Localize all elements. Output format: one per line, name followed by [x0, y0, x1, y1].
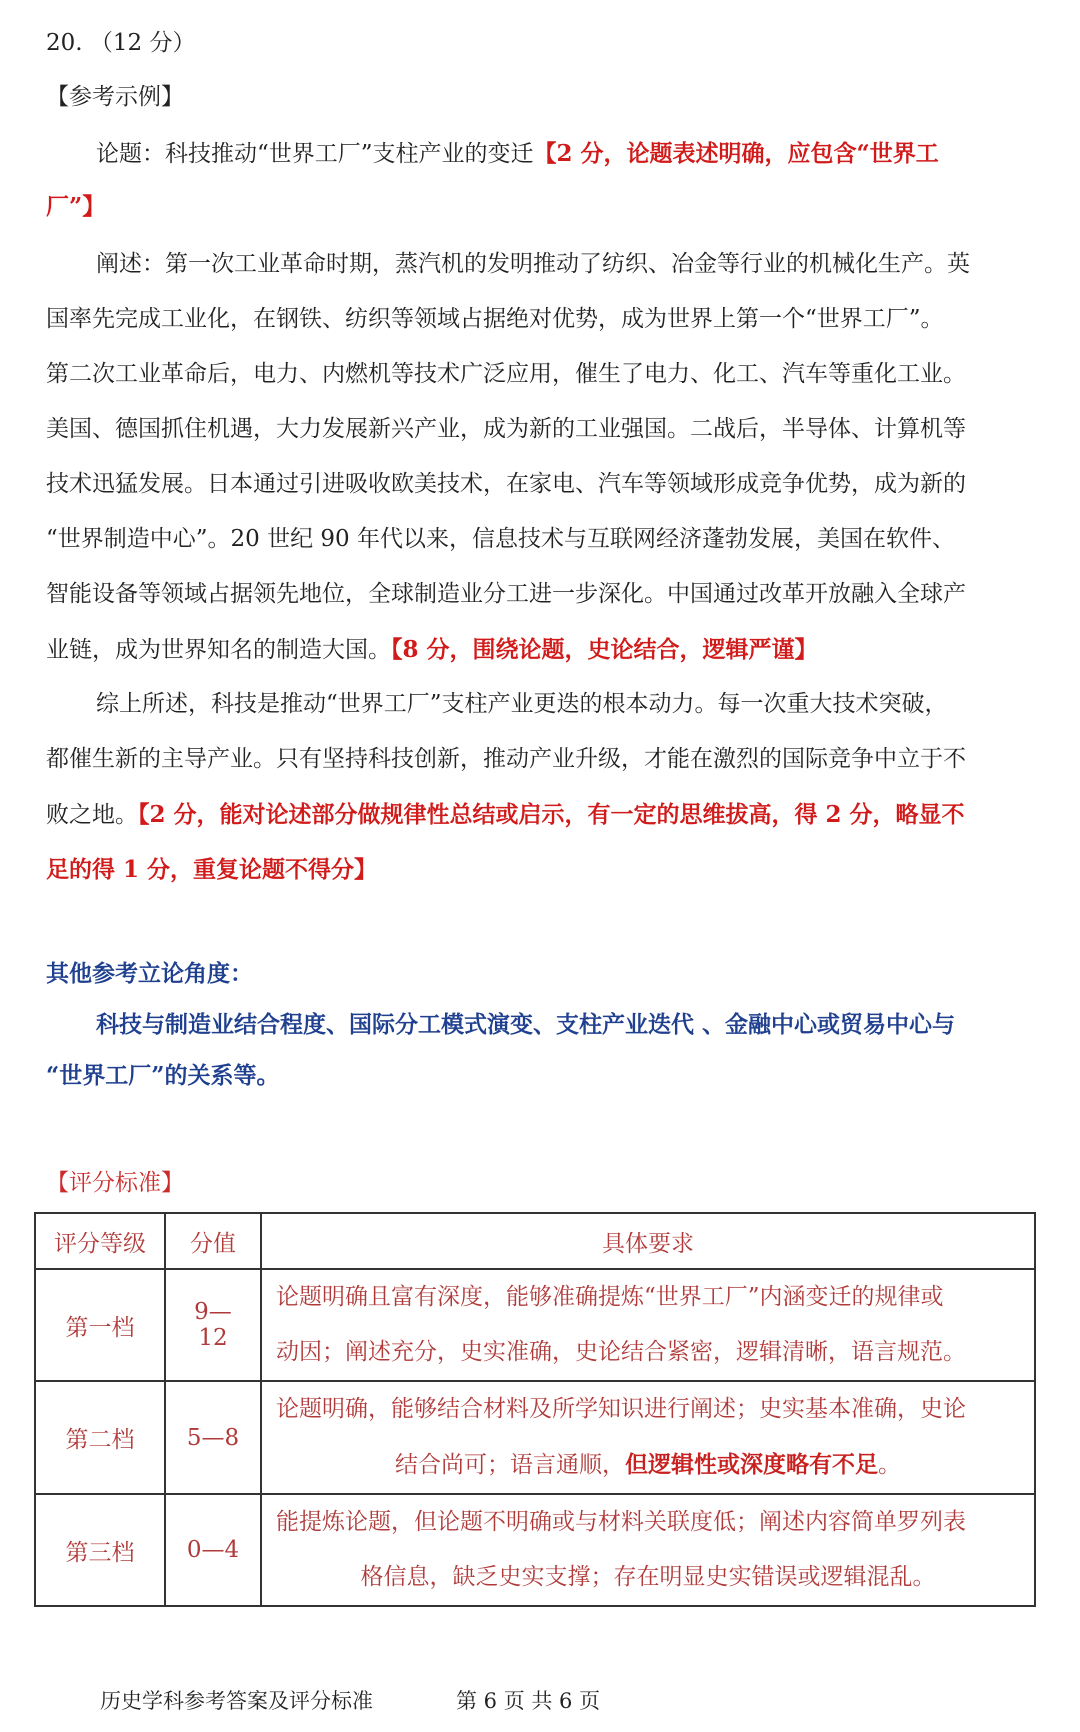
rubric-requirements	[261, 1494, 1035, 1606]
elaboration-line-7: 智能设备等领域占据领先地位，全球制造业分工进一步深化。中国通过改革开放融入全球产	[46, 581, 966, 607]
req-line: 动因；阐述充分，史实准确，史论结合紧密，逻辑清晰，语言规范。	[276, 1339, 966, 1365]
rubric-heading: 【评分标准】	[46, 1170, 184, 1196]
rubric-level: 第二档	[35, 1381, 165, 1494]
rubric-table	[34, 1212, 1036, 1607]
req-line: 论题明确，能够结合材料及所学知识进行阐述；史实基本准确，史论	[276, 1396, 966, 1422]
conclusion-score-note-cont: 足的得 1 分，重复论题不得分】	[46, 856, 378, 883]
rubric-level: 第一档	[35, 1269, 165, 1381]
req-line: 论题明确且富有深度，能够准确提炼“世界工厂”内涵变迁的规律或	[276, 1284, 944, 1310]
rubric-score: 0—4	[165, 1494, 261, 1606]
conclusion-line-3	[46, 801, 965, 830]
elaboration-line-2: 国率先完成工业化，在钢铁、纺织等领域占据绝对优势，成为世界上第一个“世界工厂”。	[46, 306, 944, 332]
elaboration-line-5: 技术迅猛发展。日本通过引进吸收欧美技术，在家电、汽车等领域形成竞争优势，成为新的	[46, 471, 966, 497]
table-row	[35, 1381, 1035, 1494]
conclusion-line-2: 都催生新的主导产业。只有坚持科技创新，推动产业升级，才能在激烈的国际竞争中立于不	[46, 746, 966, 772]
question-header	[46, 30, 195, 58]
other-angles-line-2: “世界工厂”的关系等。	[46, 1062, 280, 1089]
elaboration-line-4: 美国、德国抓住机遇，大力发展新兴产业，成为新的工业强国。二战后，半导体、计算机等	[46, 416, 966, 442]
elaboration-line-8	[46, 636, 818, 665]
elaboration-last-text: 业链，成为世界知名的制造大国。	[46, 637, 391, 663]
rubric-level: 第三档	[35, 1494, 165, 1606]
rubric-requirements	[261, 1269, 1035, 1381]
example-heading: 【参考示例】	[46, 84, 184, 110]
conclusion-score-note: 【2 分，能对论述部分做规律性总结或启示，有一定的思维拔高，得 2 分，略显不	[138, 801, 965, 828]
elaboration-line-3: 第二次工业革命后，电力、内燃机等技术广泛应用，催生了电力、化工、汽车等重化工业。	[46, 361, 966, 387]
col-header-score: 分值	[165, 1213, 261, 1269]
req-line: 格信息，缺乏史实支撑；存在明显史实错误或逻辑混乱。	[360, 1564, 936, 1590]
elaboration-score-note: 【8 分，围绕论题，史论结合，逻辑严谨】	[391, 636, 818, 663]
elaboration-line-1: 阐述：第一次工业革命时期，蒸汽机的发明推动了纺织、冶金等行业的机械化生产。英	[96, 251, 970, 277]
req-line: 能提炼论题，但论题不明确或与材料关联度低；阐述内容简单罗列表	[276, 1509, 966, 1535]
table-row	[35, 1494, 1035, 1606]
other-angles-line-1: 科技与制造业结合程度、国际分工模式演变、支柱产业迭代 、金融中心或贸易中心与	[96, 1011, 956, 1038]
req-line	[276, 1437, 1020, 1493]
question-number: 20.	[46, 30, 83, 56]
req-emphasis: 但逻辑性或深度略有不足	[625, 1451, 878, 1478]
footer-page-number: 第 6 页 共 6 页	[456, 1689, 601, 1713]
elaboration-line-6: “世界制造中心”。20 世纪 90 年代以来，信息技术与互联网经济蓬勃发展，美国在软件、	[46, 526, 955, 552]
question-score: （12 分）	[89, 30, 196, 56]
req-text-end: 。	[878, 1452, 901, 1478]
rubric-score: 5—8	[165, 1381, 261, 1494]
conclusion-line-1: 综上所述，科技是推动“世界工厂”支柱产业更迭的根本动力。每一次重大技术突破，	[96, 691, 948, 717]
col-header-requirements: 具体要求	[261, 1213, 1035, 1269]
col-header-level: 评分等级	[35, 1213, 165, 1269]
thesis-line	[96, 140, 939, 169]
rubric-requirements	[261, 1381, 1035, 1494]
req-text: 结合尚可；语言通顺，	[395, 1452, 625, 1478]
footer-subject: 历史学科参考答案及评分标准	[100, 1689, 373, 1713]
other-angles-heading: 其他参考立论角度：	[46, 960, 253, 987]
thesis-text: 论题：科技推动“世界工厂”支柱产业的变迁	[96, 141, 534, 167]
thesis-score-note: 【2 分，论题表述明确，应包含“世界工	[533, 140, 939, 167]
rubric-header-row	[35, 1213, 1035, 1269]
table-row	[35, 1269, 1035, 1381]
conclusion-end-text: 败之地。	[46, 802, 138, 828]
thesis-score-note-cont: 厂”】	[46, 193, 106, 220]
rubric-score: 9—12	[165, 1269, 261, 1381]
